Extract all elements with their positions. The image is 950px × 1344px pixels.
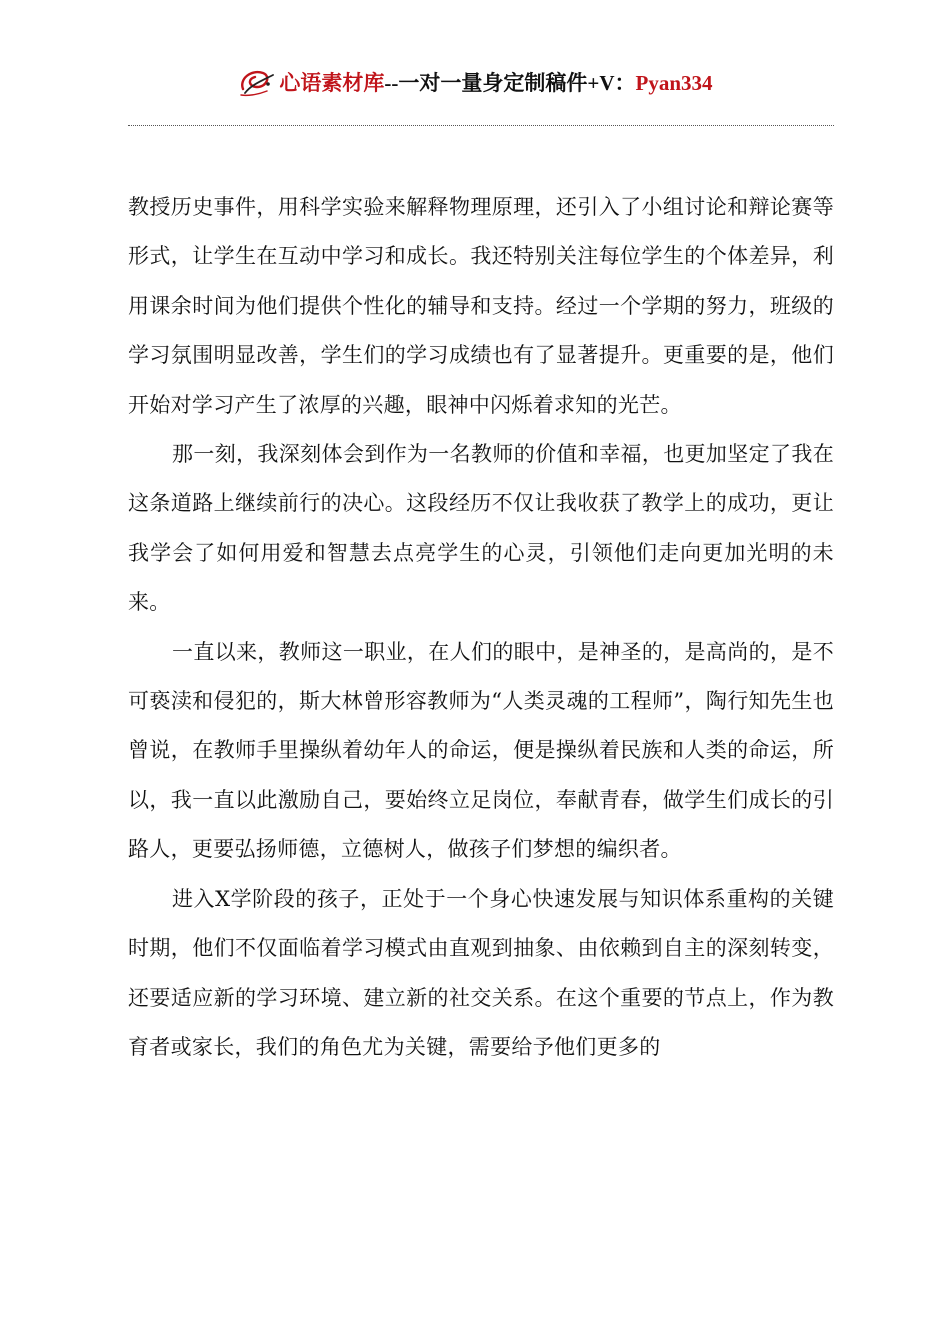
signature-swirl-icon [237,65,277,99]
paragraph-1: 教授历史事件，用科学实验来解释物理原理，还引入了小组讨论和辩论赛等形式，让学生在互动中学习和成长。我还特别关注每位学生的个体差异，利用课余时间为他们提供个性化的辅导和支持。经过一个学期的努力，班级的学习氛围明显改善，学生们的学习成绩也有了显著提升。更重要的是，他们开始对学习产生了浓厚的兴趣，眼神中闪烁着求知的光芒。 [128,195,834,417]
brand-name: 心语素材库 [279,71,385,95]
document-body [128,183,834,1072]
paragraph-3: 一直以来，教师这一职业，在人们的眼中，是神圣的，是高尚的，是不可亵渎和侵犯的，斯大林曾形容教师为“人类灵魂的工程师”，陶行知先生也曾说，在教师手里操纵着幼年人的命运，便是操纵着民族和人类的命运，所以，我一直以此激励自己，要始终立足岗位，奉献青春，做学生们成长的引路人，更要弘扬师德，立德树人，做孩子们梦想的编织者。 [128,639,834,862]
paragraph-4: 进入X学阶段的孩子，正处于一个身心快速发展与知识体系重构的关键时期，他们不仅面临着学习模式由直观到抽象、由依赖到自主的深刻转变，还要适应新的学习环境、建立新的社交关系。在这个重要的节点上，作为教育者或家长，我们的角色尤为关键，需要给予他们更多的 [128,886,834,1059]
page-header [0,62,950,102]
header-divider [128,125,834,126]
brand-contact: Pyan334 [635,71,713,95]
brand-title [279,67,712,97]
paragraph-2: 那一刻，我深刻体会到作为一名教师的价值和幸福，也更加坚定了我在这条道路上继续前行的决心。这段经历不仅让我收获了教学上的成功，更让我学会了如何用爱和智慧去点亮学生的心灵，引领他们走向更加光明的未来。 [128,442,834,615]
brand-slogan: --一对一量身定制稿件+V： [384,71,636,95]
